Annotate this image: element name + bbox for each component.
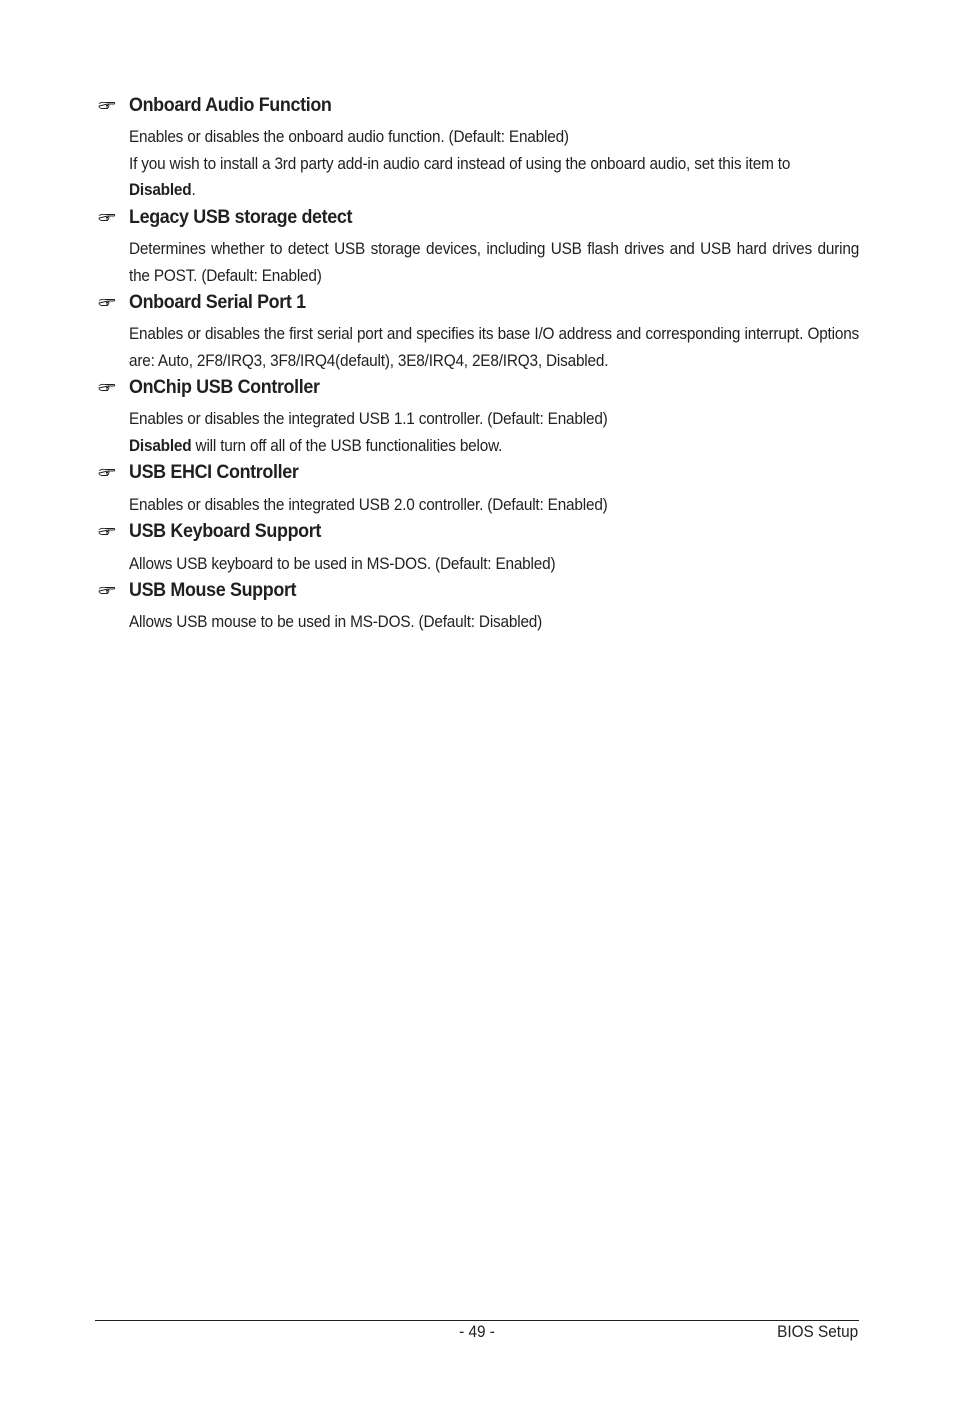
setting-description [129,124,859,204]
description-line: Determines whether to detect USB storage devices, including USB flash drives and USB hard drives during the POST. (Default: Enabled) [129,240,860,285]
setting-title: Legacy USB storage detect [129,206,353,228]
description-line: Allows USB mouse to be used in MS-DOS. (Default: Disabled) [129,613,543,631]
page-number: - 49 - [459,1323,495,1341]
pointing-hand-icon [98,99,116,111]
setting-title: Onboard Audio Function [129,94,332,116]
setting-title: USB EHCI Controller [129,461,299,483]
setting-description [129,609,859,636]
description-line: Enables or disables the first serial port and specifies its base I/O address and corresponding interrupt. Options are: Auto, 2F8/IRQ3, 3F8/IRQ4(default), 3E8/IRQ4, 2E8/IRQ3, Disabled. [129,325,860,370]
bold-term: Disabled [129,181,192,199]
setting-description [129,236,859,289]
description-line: Disabled will turn off all of the USB functionalities below. [129,436,503,455]
description-line: Enables or disables the integrated USB 2.0 controller. (Default: Enabled) [129,496,608,514]
pointing-hand-icon [98,211,116,223]
description-line: Allows USB keyboard to be used in MS-DOS. (Default: Enabled) [129,555,556,573]
pointing-hand-icon [98,296,116,308]
pointing-hand-icon [98,381,116,393]
setting-title: Onboard Serial Port 1 [129,291,306,313]
description-line: Enables or disables the onboard audio function. (Default: Enabled) [129,128,569,146]
setting-description [129,551,859,578]
setting-description [129,321,859,374]
description-line: Disabled. [129,181,196,199]
setting-description [129,492,859,519]
setting-title: USB Keyboard Support [129,520,321,542]
description-line: Enables or disables the integrated USB 1.1 controller. (Default: Enabled) [129,410,608,428]
pointing-hand-icon [98,584,116,596]
setting-description [129,406,859,459]
footer-section-title: BIOS Setup [776,1323,858,1341]
pointing-hand-icon [98,466,116,478]
setting-title: USB Mouse Support [129,579,297,601]
footer-rule [95,1320,859,1321]
pointing-hand-icon [98,525,116,537]
description-line: If you wish to install a 3rd party add-in audio card instead of using the onboard audio, set this item to [129,154,791,173]
setting-title: OnChip USB Controller [129,376,320,398]
bold-term: Disabled [129,436,192,455]
